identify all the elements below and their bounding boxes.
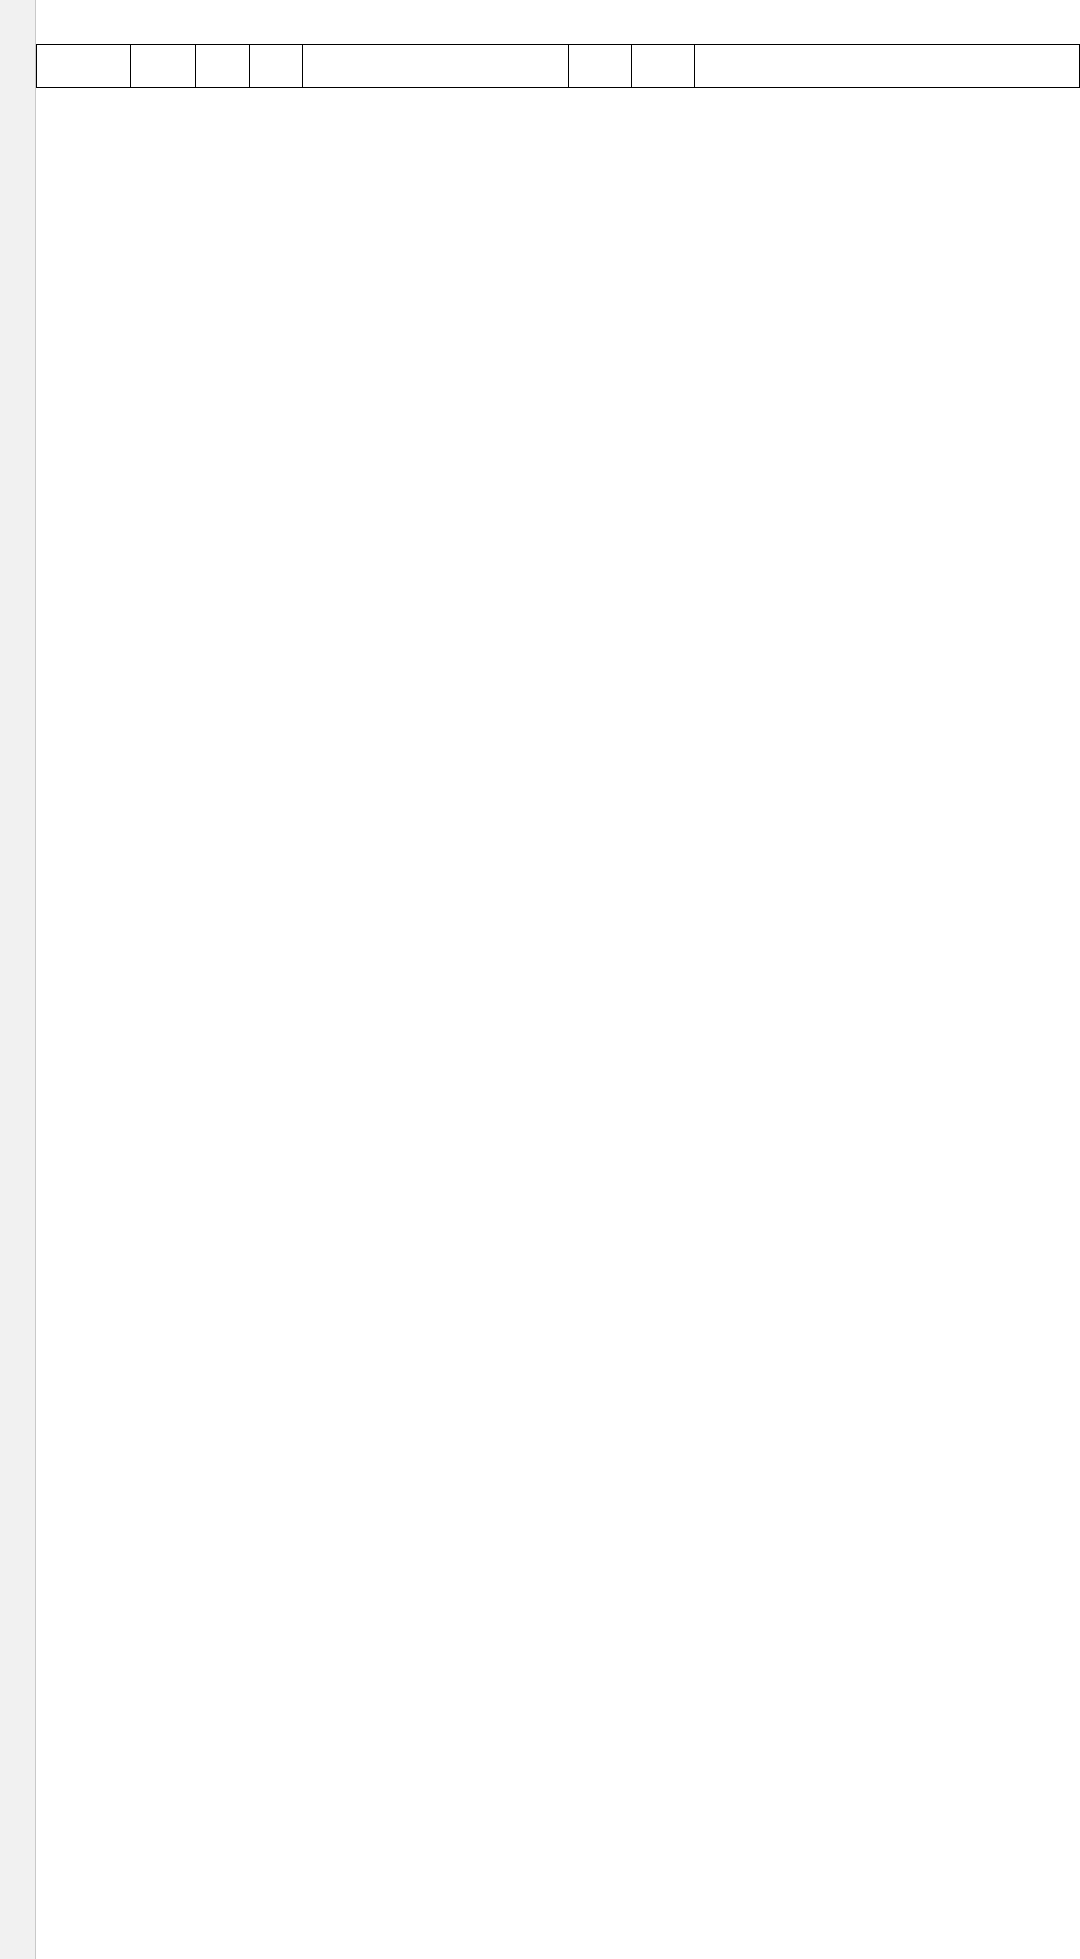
header-category[interactable] — [195, 45, 250, 88]
header-row — [37, 45, 1080, 88]
header-degree[interactable] — [632, 45, 695, 88]
header-education[interactable] — [569, 45, 632, 88]
title-cell[interactable] — [36, 0, 1080, 45]
header-requirements[interactable] — [695, 45, 1080, 88]
positions-table — [36, 44, 1080, 88]
header-position[interactable] — [37, 45, 131, 88]
header-major[interactable] — [303, 45, 569, 88]
header-count[interactable] — [250, 45, 303, 88]
header-unit-type[interactable] — [130, 45, 195, 88]
row-number-column — [0, 0, 36, 1959]
